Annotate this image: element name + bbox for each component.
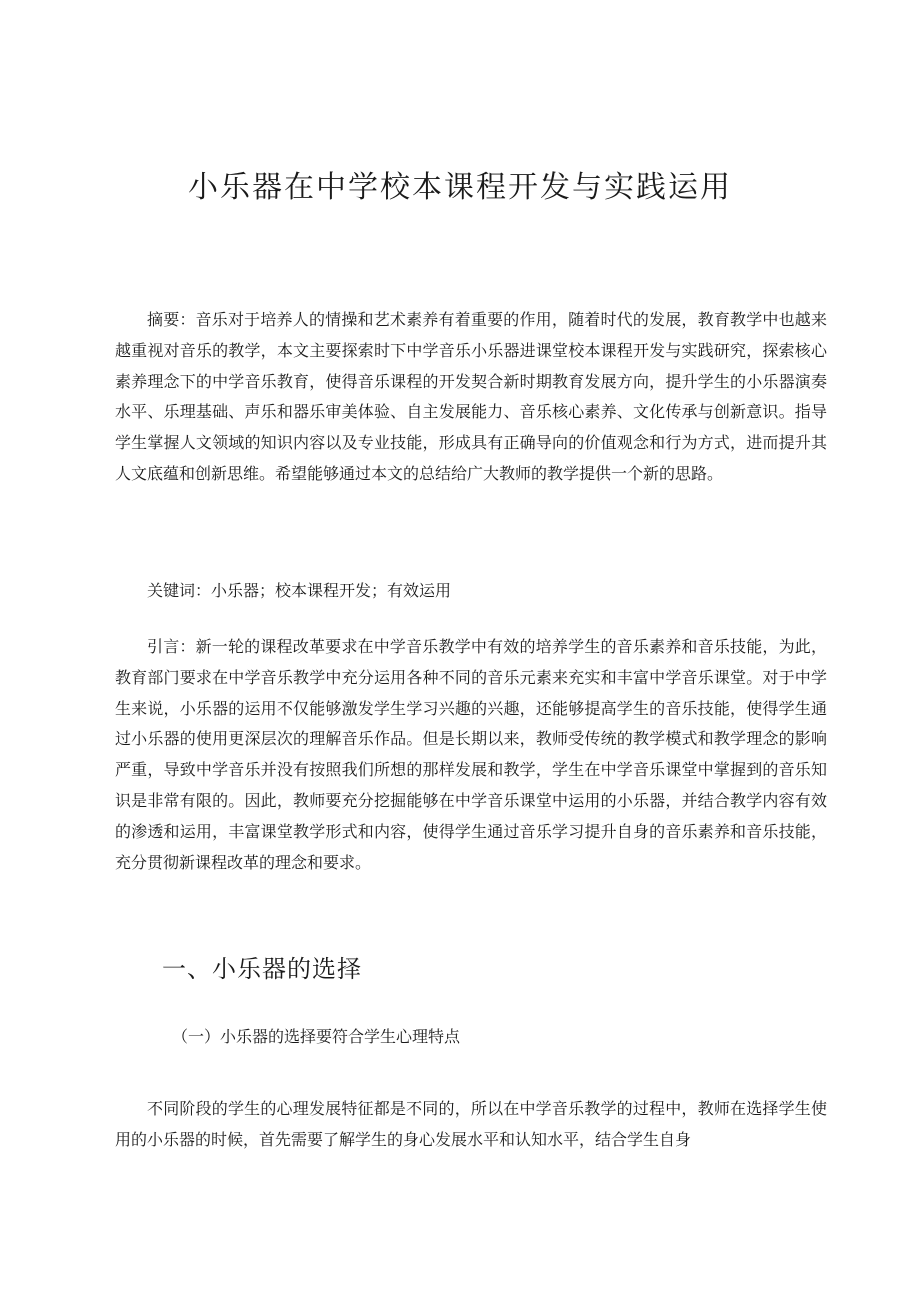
section-paragraph: 不同阶段的学生的心理发展特征都是不同的，所以在中学音乐教学的过程中，教师在选择学生使用的小乐器的时候，首先需要了解学生的身心发展水平和认知水平，结合学生自身 [115,1099,827,1149]
introduction-paragraph: 引言：新一轮的课程改革要求在中学音乐教学中有效的培养学生的音乐素养和音乐技能，为此，教育部门要求在中学音乐教学中充分运用各种不同的音乐元素来充实和丰富中学音乐课堂。对于中学生来说，小乐器的运用不仅能够激发学生学习兴趣的兴趣，还能够提高学生的音乐技能，使得学生通过小乐器的使用更深层次的理解音乐作品。但是长期以来，教师受传统的教学模式和教学理念的影响严重，导致中学音乐并没有按照我们所想的那样发展和教学，学生在中学音乐课堂中掌握到的音乐知识是非常有限的。因此，教师要充分挖掘能够在中学音乐课堂中运用的小乐器，并结合教学内容有效的渗透和运用，丰富课堂教学形式和内容，使得学生通过音乐学习提升自身的音乐素养和音乐技能，充分贯彻新课程改革的理念和要求。 [115,637,827,872]
abstract-paragraph: 摘要：音乐对于培养人的情操和艺术素养有着重要的作用，随着时代的发展，教育教学中也越来越重视对音乐的教学，本文主要探索时下中学音乐小乐器进课堂校本课程开发与实践研究，探索核心素养理念下的中学音乐教育，使得音乐课程的开发契合新时期教育发展方向，提升学生的小乐器演奏水平、乐理基础、声乐和器乐审美体验、自主发展能力、音乐核心素养、文化传承与创新意识。指导学生掌握人文领域的知识内容以及专业技能，形成具有正确导向的价值观念和行为方式，进而提升其人文底蕴和创新思维。希望能够通过本文的总结给广大教师的教学提供一个新的思路。 [115,310,827,483]
document-title: 小乐器在中学校本课程开发与实践运用 [188,170,732,205]
subsection-heading: （一）小乐器的选择要符合学生心理特点 [172,1027,461,1046]
section-heading: 一、小乐器的选择 [162,955,362,983]
keywords-line: 关键词：小乐器；校本课程开发；有效运用 [147,581,452,600]
